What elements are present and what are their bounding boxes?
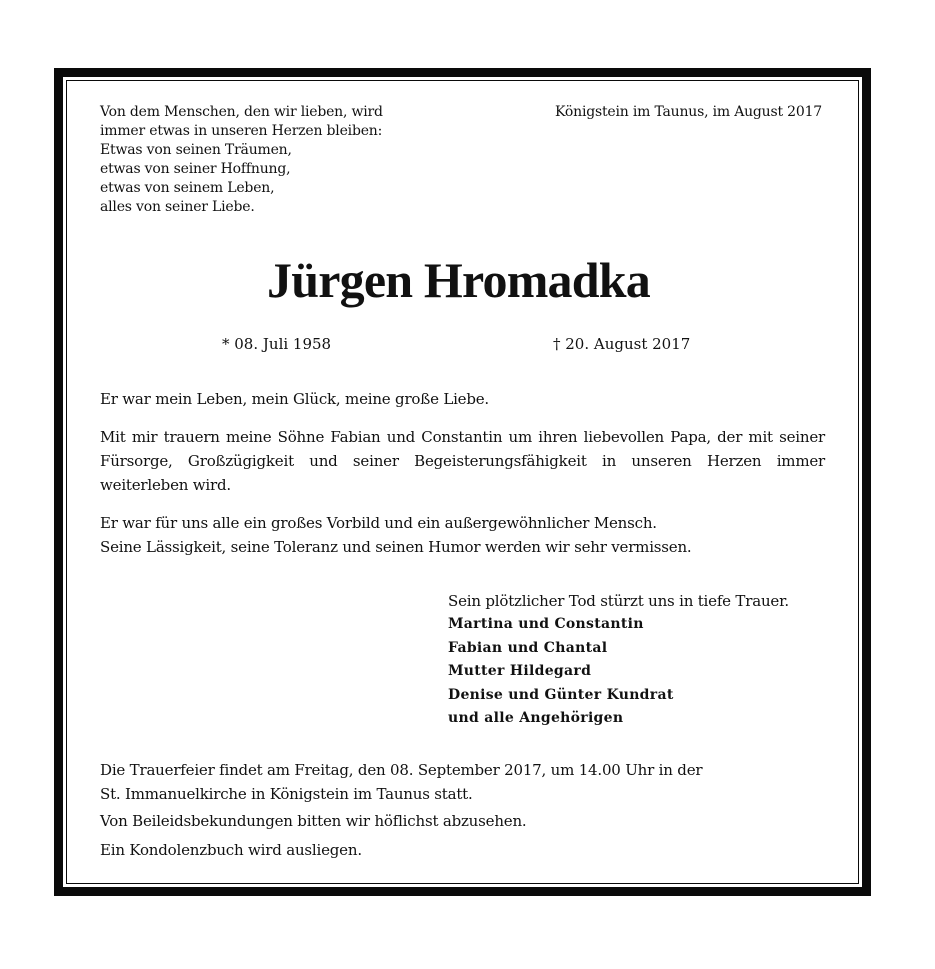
motto-line: Etwas von seinen Träumen, xyxy=(100,142,292,158)
service-line: Die Trauerfeier findet am Freitag, den 08. September 2017, um 14.00 Uhr in der xyxy=(100,761,703,779)
mourner-name: Denise und Günter Kundrat xyxy=(448,686,674,703)
mourner-name: Martina und Constantin xyxy=(448,616,644,632)
mourner-name: Mutter Hildegard xyxy=(448,663,592,679)
paragraph-love: Er war mein Leben, mein Glück, meine große Liebe. xyxy=(100,390,489,408)
motto-line: etwas von seinem Leben, xyxy=(100,180,275,196)
birth-date: * 08. Juli 1958 xyxy=(222,335,332,353)
mourners-list xyxy=(448,613,674,731)
mourning-intro: Sein plötzlicher Tod stürzt uns in tiefe Trauer. xyxy=(448,592,789,610)
mourner-name: und alle Angehörigen xyxy=(448,710,624,726)
funeral-service-info xyxy=(100,758,825,806)
deceased-name: Jürgen Hromadka xyxy=(267,252,650,308)
paragraph-role-model xyxy=(100,511,825,559)
service-line: St. Immanuelkirche in Königstein im Taunus statt. xyxy=(100,785,473,803)
place-date: Königstein im Taunus, im August 2017 xyxy=(555,104,822,120)
motto-line: Von dem Menschen, den wir lieben, wird xyxy=(100,104,383,120)
motto-line: immer etwas in unseren Herzen bleiben: xyxy=(100,123,383,139)
condolence-book-note: Ein Kondolenzbuch wird ausliegen. xyxy=(100,841,362,859)
death-date: † 20. August 2017 xyxy=(553,335,691,353)
motto-line: alles von seiner Liebe. xyxy=(100,199,255,215)
paragraph-sons: Mit mir trauern meine Söhne Fabian und Constantin um ihren liebevollen Papa, der mit seiner Fürsorge, Großzügigkeit und seiner Begeisterungsfähigkeit in unseren Herzen immer weiterleben wird. xyxy=(100,428,825,494)
condolences-note: Von Beileidsbekundungen bitten wir höflichst abzusehen. xyxy=(100,812,527,830)
paragraph-line: Er war für uns alle ein großes Vorbild und ein außergewöhnlicher Mensch. xyxy=(100,514,657,532)
motto-poem xyxy=(100,103,440,217)
paragraph-line: Seine Lässigkeit, seine Toleranz und seinen Humor werden wir sehr vermissen. xyxy=(100,538,692,556)
mourner-name: Fabian und Chantal xyxy=(448,639,608,656)
motto-line: etwas von seiner Hoffnung, xyxy=(100,161,291,177)
